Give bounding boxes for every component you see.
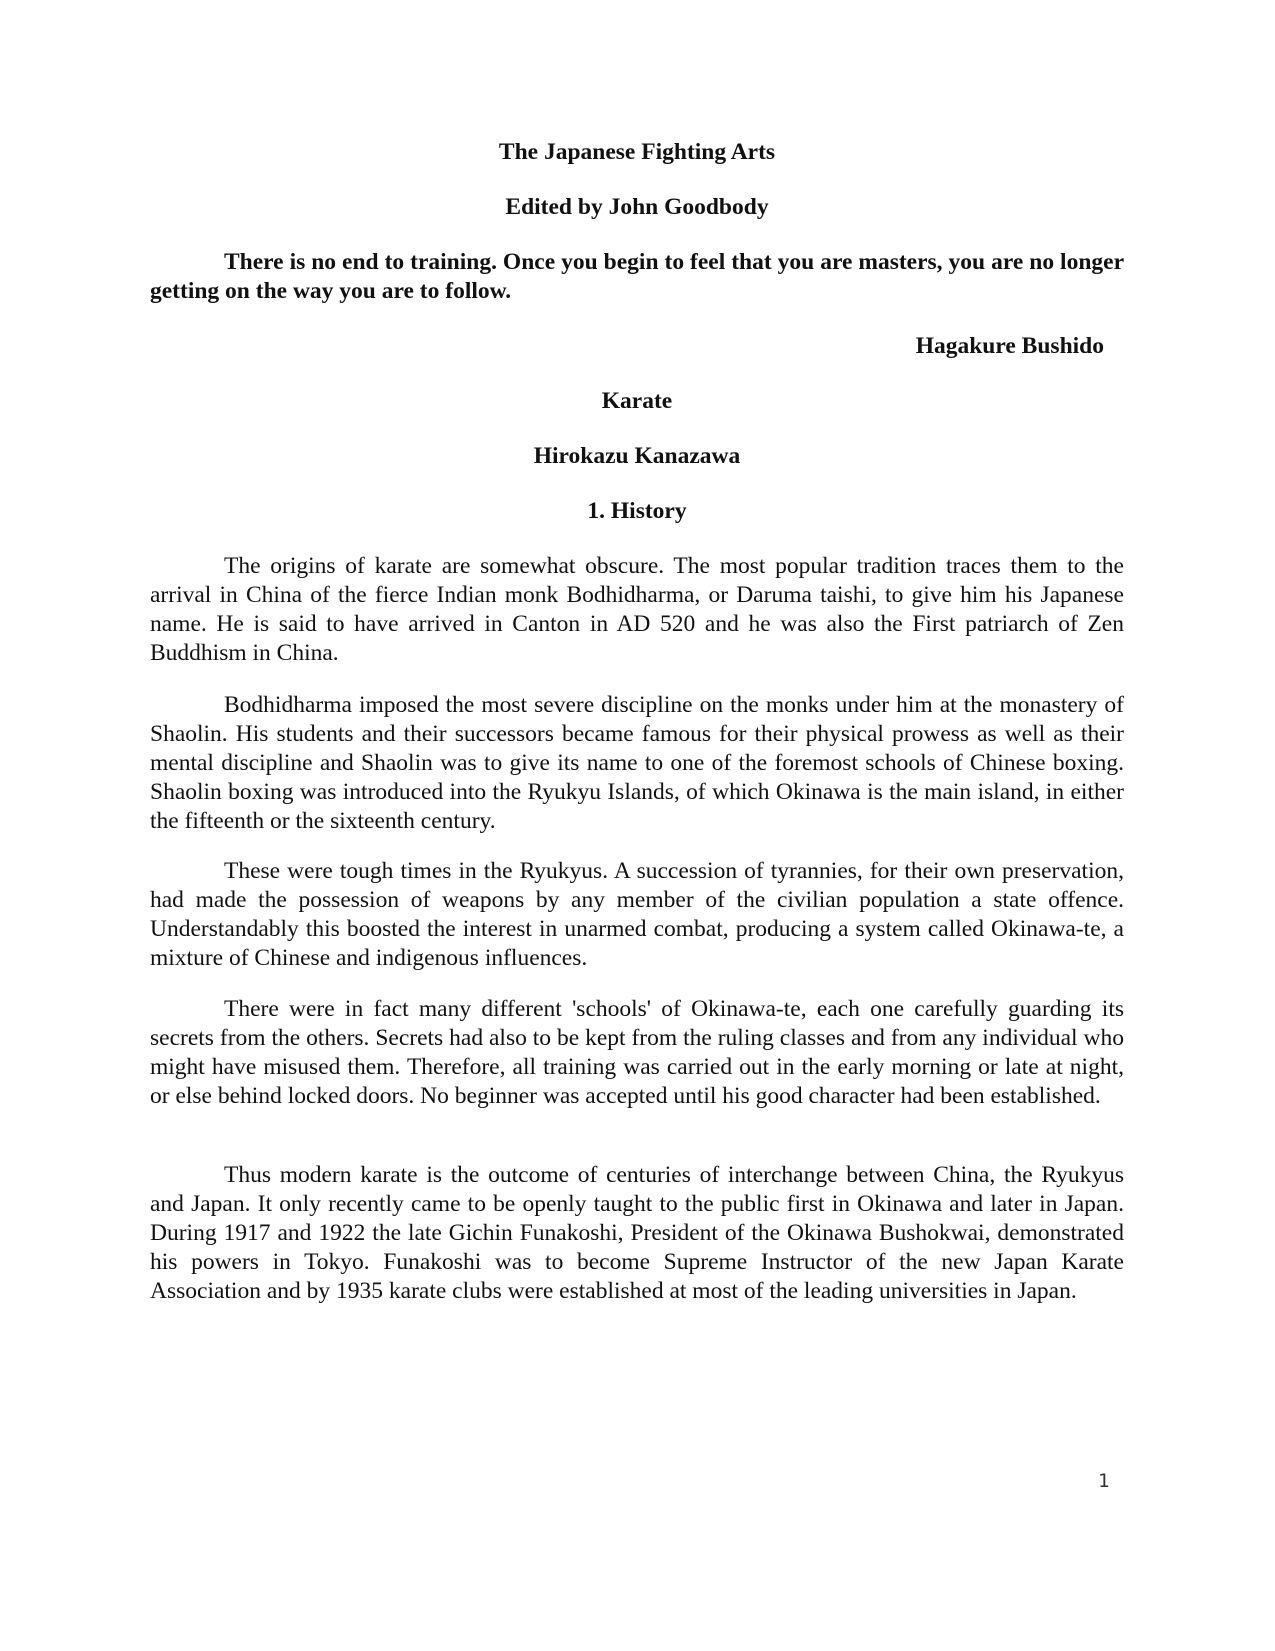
book-title: The Japanese Fighting Arts	[498, 139, 776, 165]
paragraph-1: The origins of karate are somewhat obscure. The most popular tradition traces them to the arrival in China of the fierce Indian monk Bodhidharma, or Daruma taishi, to give him his Japanese name. He is said to have arrived in Canton in AD 520 and he was also the First patriarch of Zen Buddhism in China.	[150, 553, 1124, 666]
page-number: 1	[1098, 1470, 1110, 1492]
epigraph-attribution: Hagakure Bushido	[915, 333, 1104, 359]
paragraph-3: These were tough times in the Ryukyus. A succession of tyrannies, for their own preservation, had made the possession of weapons by any member of the civilian population a state offence. Understandably this boosted the interest in unarmed combat, producing a system called Okinawa-te, a mixture of Chinese and indigenous influences.	[150, 858, 1124, 971]
paragraph-4: There were in fact many different 'schools' of Okinawa-te, each one carefully guarding its secrets from the others. Secrets had also to be kept from the ruling classes and from any individual who might have misused them. Therefore, all training was carried out in the early morning or late at night, or else behind locked doors. No beginner was accepted until his good character had been established.	[150, 996, 1124, 1109]
chapter-title: Karate	[601, 388, 673, 414]
chapter-author: Hirokazu Kanazawa	[533, 443, 741, 469]
editor-line: Edited by John Goodbody	[505, 194, 769, 220]
section-heading: 1. History	[587, 498, 687, 524]
epigraph: There is no end to training. Once you begin to feel that you are masters, you are no longer getting on the way you are to follow.	[150, 249, 1124, 304]
paragraph-2: Bodhidharma imposed the most severe discipline on the monks under him at the monastery of Shaolin. His students and their successors became famous for their physical prowess as well as their mental discipline and Shaolin was to give its name to one of the foremost schools of Chinese boxing. Shaolin boxing was introduced into the Ryukyu Islands, of which Okinawa is the main island, in either the fifteenth or the sixteenth century.	[150, 692, 1124, 834]
paragraph-5: Thus modern karate is the outcome of centuries of interchange between China, the Ryukyus and Japan. It only recently came to be openly taught to the public first in Okinawa and later in Japan. During 1917 and 1922 the late Gichin Funakoshi, President of the Okinawa Bushokwai, demonstrated his powers in Tokyo. Funakoshi was to become Supreme Instructor of the new Japan Karate Association and by 1935 karate clubs were established at most of the leading universities in Japan.	[150, 1162, 1124, 1304]
